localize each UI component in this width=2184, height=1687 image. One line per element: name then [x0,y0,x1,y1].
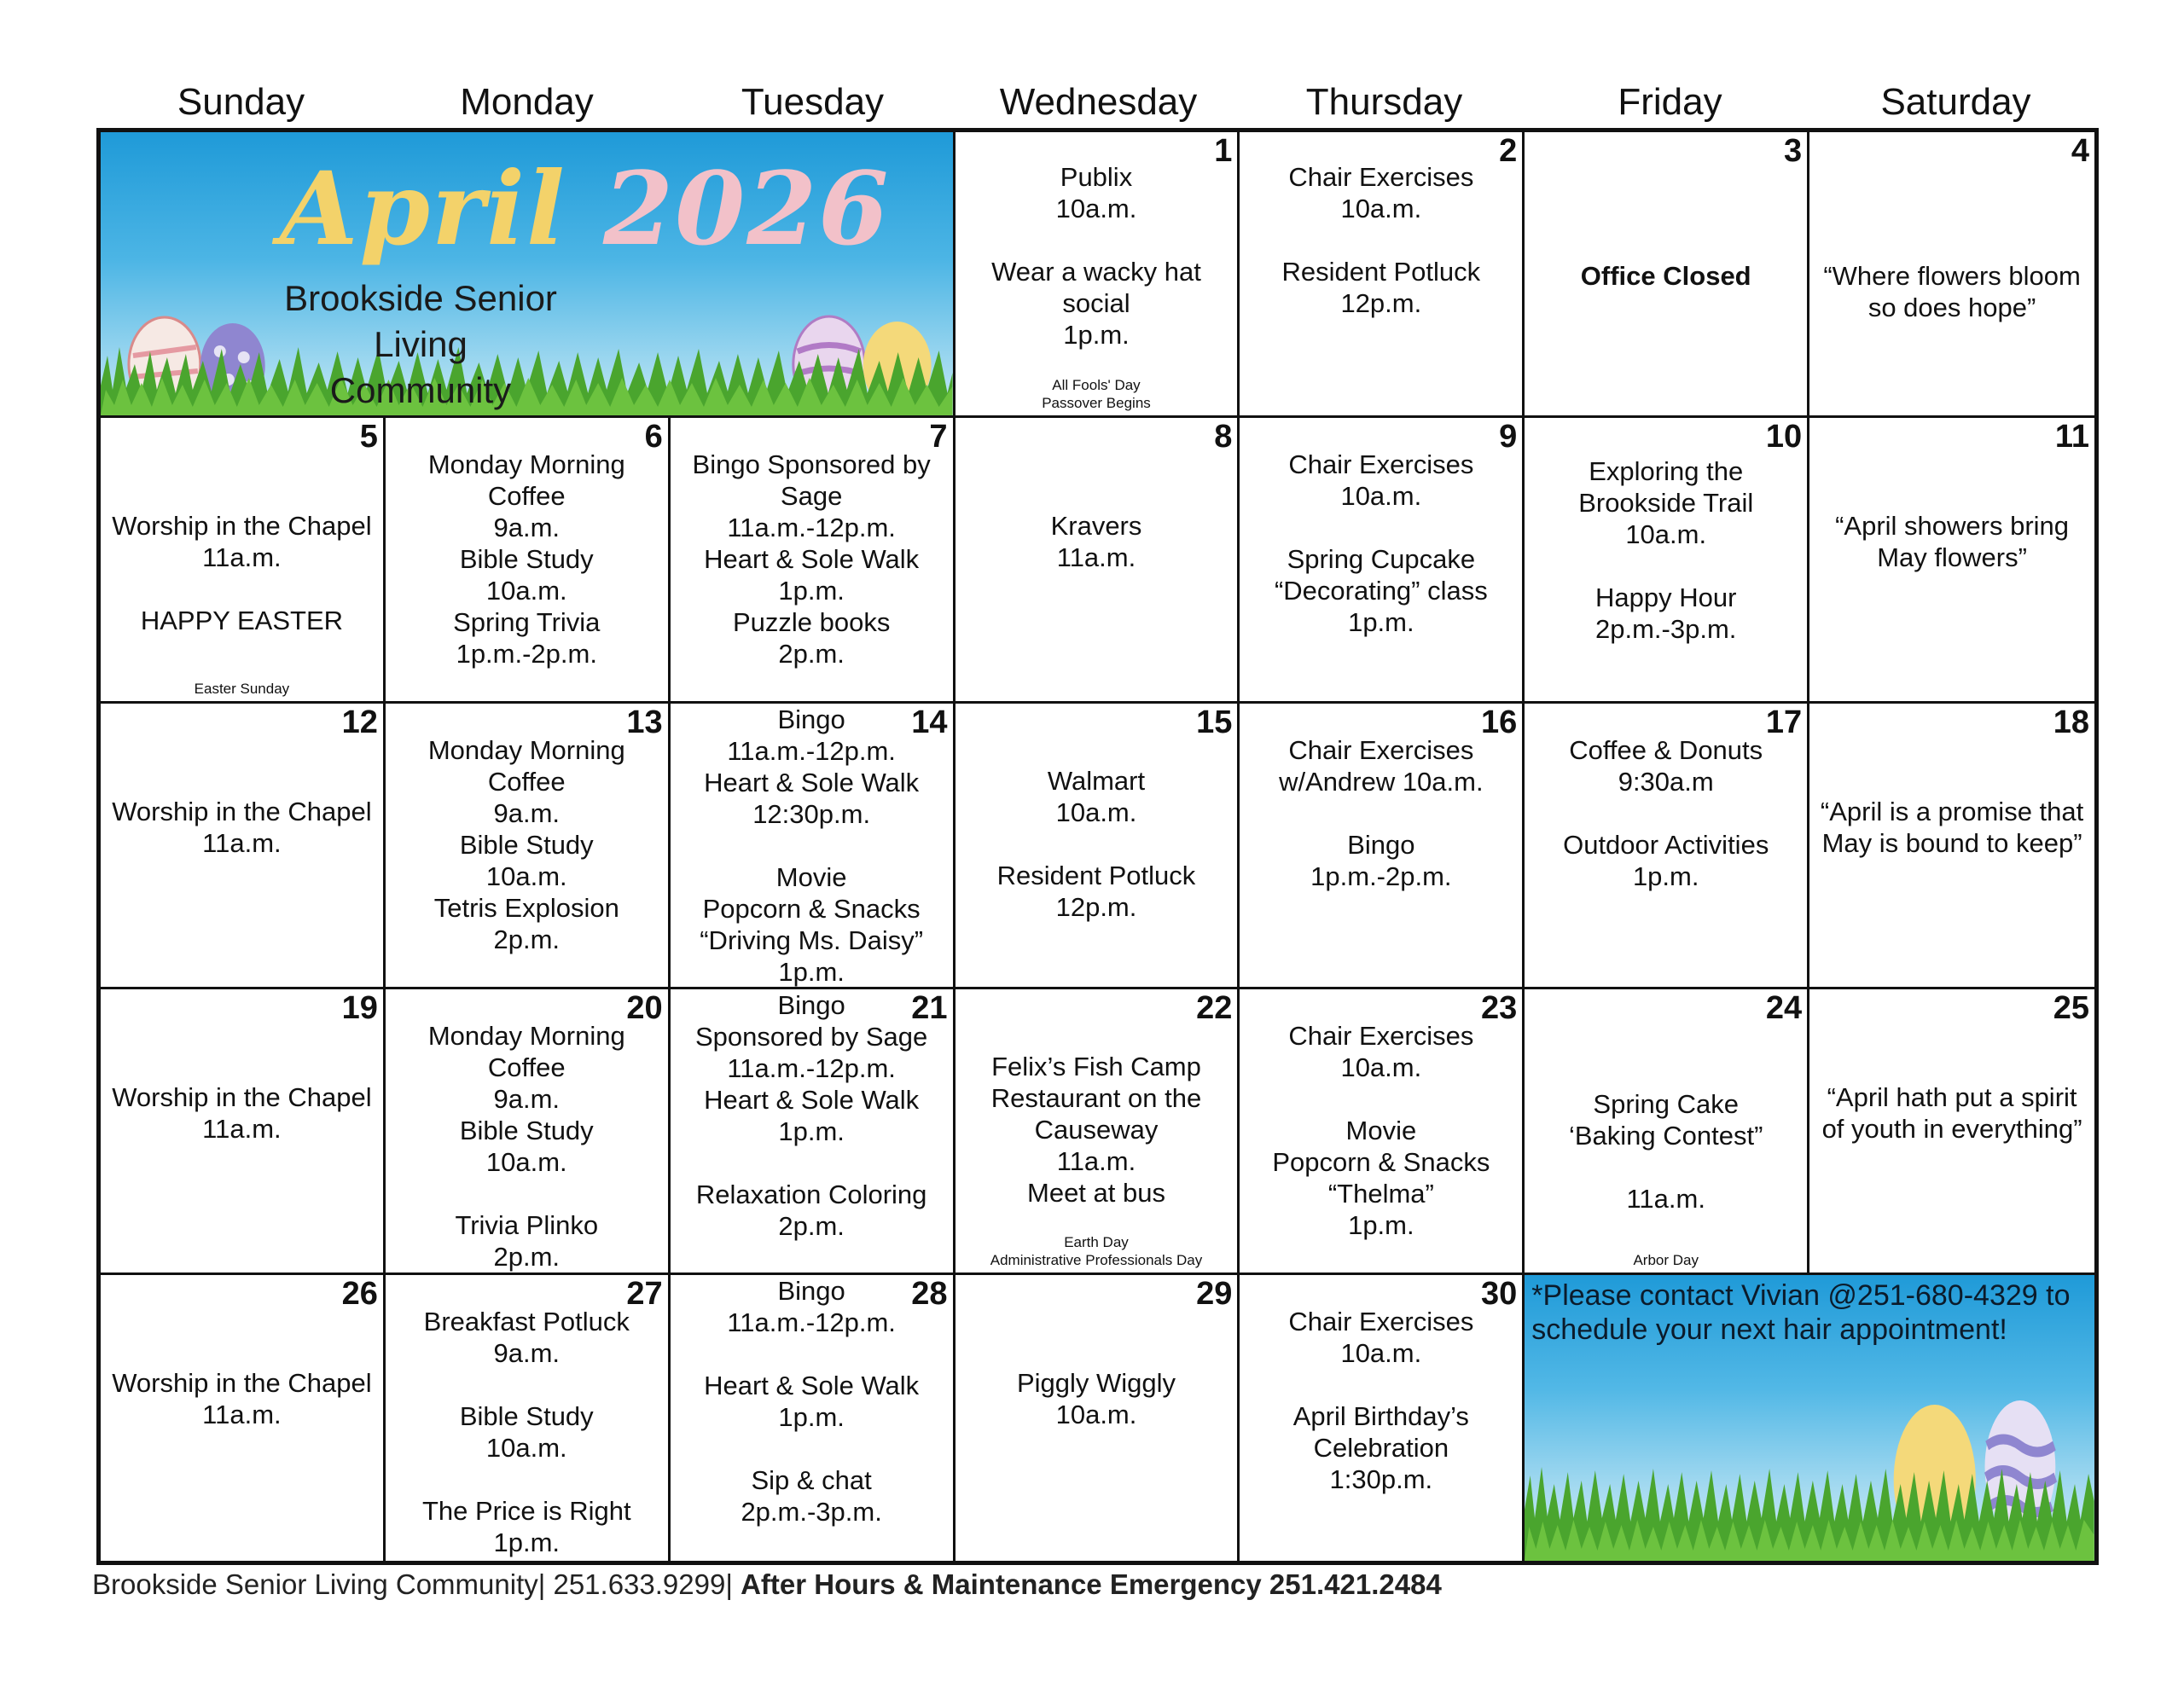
day-events: Breakfast Potluck 9a.m. Bible Study 10a.m. The Price is Right 1p.m. [421,1307,631,1557]
day-cell-1 [956,132,1240,418]
day-events: Monday Morning Coffee 9a.m. Bible Study 10a.m. Spring Trivia 1p.m.-2p.m. [427,449,625,669]
day-number: 29 [1196,1276,1233,1312]
day-events: Office Closed [1580,261,1751,291]
day-events: Kravers 11a.m. [1050,511,1142,572]
day-number: 12 [341,704,378,740]
day-number: 2 [1499,133,1518,169]
weekday-tuesday: Tuesday [741,81,885,123]
day-number: 16 [1481,704,1518,740]
day-number: 3 [1784,133,1803,169]
day-cell-27 [386,1275,671,1561]
holiday-note: Arbor Day [1633,1252,1699,1268]
day-number: 9 [1499,419,1518,455]
day-cell-18 [1809,704,2094,989]
day-number: 23 [1481,990,1518,1026]
day-cell-21 [671,989,956,1275]
day-cell-16 [1240,704,1525,989]
day-quote: “Where flowers bloom so does hope” [1823,261,2081,322]
footer-contact [92,1568,1442,1602]
month-title [280,149,890,268]
day-events: Chair Exercises 10a.m. Resident Potluck 12p.m. [1281,162,1481,318]
day-events: Publix 10a.m. Wear a wacky hat social 1p.m. [991,162,1201,350]
day-events: Bingo 11a.m.-12p.m. Heart & Sole Walk 1p.m. Sip & chat 2p.m.-3p.m. [704,1276,920,1527]
day-events: Walmart 10a.m. Resident Potluck 12p.m. [996,766,1196,922]
day-events: Chair Exercises 10a.m. Movie Popcorn & Snacks “Thelma” 1p.m. [1272,1021,1490,1240]
day-number: 22 [1196,990,1233,1026]
day-number: 19 [341,990,378,1026]
day-cell-22 [956,989,1240,1275]
day-cell-19 [101,989,386,1275]
day-events: Chair Exercises w/Andrew 10a.m. Bingo 1p.m.-2p.m. [1279,735,1484,891]
day-cell-8 [956,418,1240,704]
day-quote: “April is a promise that May is bound to keep” [1820,797,2084,858]
day-events: Felix’s Fish Camp Restaurant on the Causeway 11a.m. Meet at bus [990,1052,1202,1208]
day-events: Worship in the Chapel 11a.m. [112,797,372,858]
day-events: Bingo Sponsored by Sage 11a.m.-12p.m. Heart & Sole Walk 1p.m. Relaxation Coloring 2p.m. [694,990,928,1241]
holiday-note: All Fools' Day Passover Begins [1042,377,1151,411]
day-number: 15 [1196,704,1233,740]
grass-and-eggs-illustration [1525,1399,2094,1561]
day-events: Piggly Wiggly 10a.m. [1016,1368,1176,1429]
day-cell-28 [671,1275,956,1561]
day-cell-2 [1240,132,1525,418]
day-number: 18 [2053,704,2089,740]
day-cell-3 [1525,132,1809,418]
day-number: 5 [359,419,378,455]
day-number: 4 [2071,133,2089,169]
day-cell-6 [386,418,671,704]
weekday-thursday: Thursday [1305,81,1463,123]
day-cell-15 [956,704,1240,989]
day-cell-10 [1525,418,1809,704]
holiday-note: Easter Sunday [194,681,290,697]
day-cell-12 [101,704,386,989]
month-banner [101,132,956,418]
day-number: 17 [1765,704,1803,740]
weekday-friday: Friday [1618,81,1722,123]
day-cell-24 [1525,989,1809,1275]
day-events: Worship in the Chapel 11a.m. HAPPY EASTER [112,511,372,635]
day-number: 28 [911,1276,948,1312]
day-events: Worship in the Chapel 11a.m. [112,1368,372,1429]
day-events: Monday Morning Coffee 9a.m. Bible Study 10a.m. Tetris Explosion 2p.m. [427,735,625,954]
day-cell-5 [101,418,386,704]
day-number: 20 [626,990,663,1026]
weekday-header-row [98,77,2099,128]
day-cell-11 [1809,418,2094,704]
day-number: 10 [1765,419,1803,455]
day-events: Monday Morning Coffee 9a.m. Bible Study 10a.m. Trivia Plinko 2p.m. [427,1021,625,1272]
weekday-sunday: Sunday [177,81,305,123]
day-number: 1 [1214,133,1233,169]
hair-appointment-text: *Please contact Vivian @251-680-4329 to schedule your next hair appointment! [1531,1279,2071,1346]
day-events: Spring Cake ‘Baking Contest” 11a.m. [1568,1089,1763,1214]
day-cell-4 [1809,132,2094,418]
day-number: 27 [626,1276,663,1312]
day-cell-23 [1240,989,1525,1275]
day-number: 30 [1481,1276,1518,1312]
day-number: 14 [911,704,948,740]
calendar-grid [96,128,2099,1565]
day-cell-29 [956,1275,1240,1561]
day-cell-25 [1809,989,2094,1275]
day-cell-9 [1240,418,1525,704]
day-cell-17 [1525,704,1809,989]
day-number: 21 [911,990,948,1026]
day-events: Chair Exercises 10a.m. Spring Cupcake “Decorating” class 1p.m. [1274,449,1488,637]
day-number: 11 [2054,419,2089,455]
day-events: Exploring the Brookside Trail 10a.m. Happy Hour 2p.m.-3p.m. [1578,456,1754,644]
day-cell-7 [671,418,956,704]
day-number: 26 [341,1276,378,1312]
day-cell-26 [101,1275,386,1561]
day-number: 6 [644,419,663,455]
day-number: 7 [929,419,948,455]
weekday-monday: Monday [460,81,594,123]
day-quote: “April showers bring May flowers” [1835,511,2070,572]
day-number: 13 [626,704,663,740]
day-events: Bingo Sponsored by Sage 11a.m.-12p.m. Heart & Sole Walk 1p.m. Puzzle books 2p.m. [692,449,931,669]
day-quote: “April hath put a spirit of youth in everything” [1821,1082,2082,1144]
day-events: Bingo 11a.m.-12p.m. Heart & Sole Walk 12:30p.m. Movie Popcorn & Snacks “Driving Ms. Daisy” 1p.m. [700,704,924,987]
footer-emergency-phone: After Hours & Maintenance Emergency 251.421.2484 [741,1568,1442,1600]
day-events: Coffee & Donuts 9:30a.m Outdoor Activities 1p.m. [1563,735,1769,891]
community-name: Brookside Senior Living Community [284,278,557,410]
day-cell-14 [671,704,956,989]
day-number: 8 [1214,419,1233,455]
day-cell-30 [1240,1275,1525,1561]
day-number: 24 [1765,990,1803,1026]
day-cell-20 [386,989,671,1275]
holiday-note: Earth Day Administrative Professionals Day [990,1234,1203,1268]
day-events: Chair Exercises 10a.m. April Birthday’s Celebration 1:30p.m. [1288,1307,1474,1494]
weekday-wednesday: Wednesday [999,81,1198,123]
footer-community-phone: Brookside Senior Living Community| 251.633.9299| [92,1568,741,1600]
month-word: April [280,149,566,268]
weekday-saturday: Saturday [1880,81,2031,123]
year-word: 2026 [602,149,891,268]
day-number: 25 [2053,990,2089,1026]
hair-appointment-notice [1525,1275,2094,1561]
day-cell-13 [386,704,671,989]
day-events: Worship in the Chapel 11a.m. [112,1082,372,1144]
